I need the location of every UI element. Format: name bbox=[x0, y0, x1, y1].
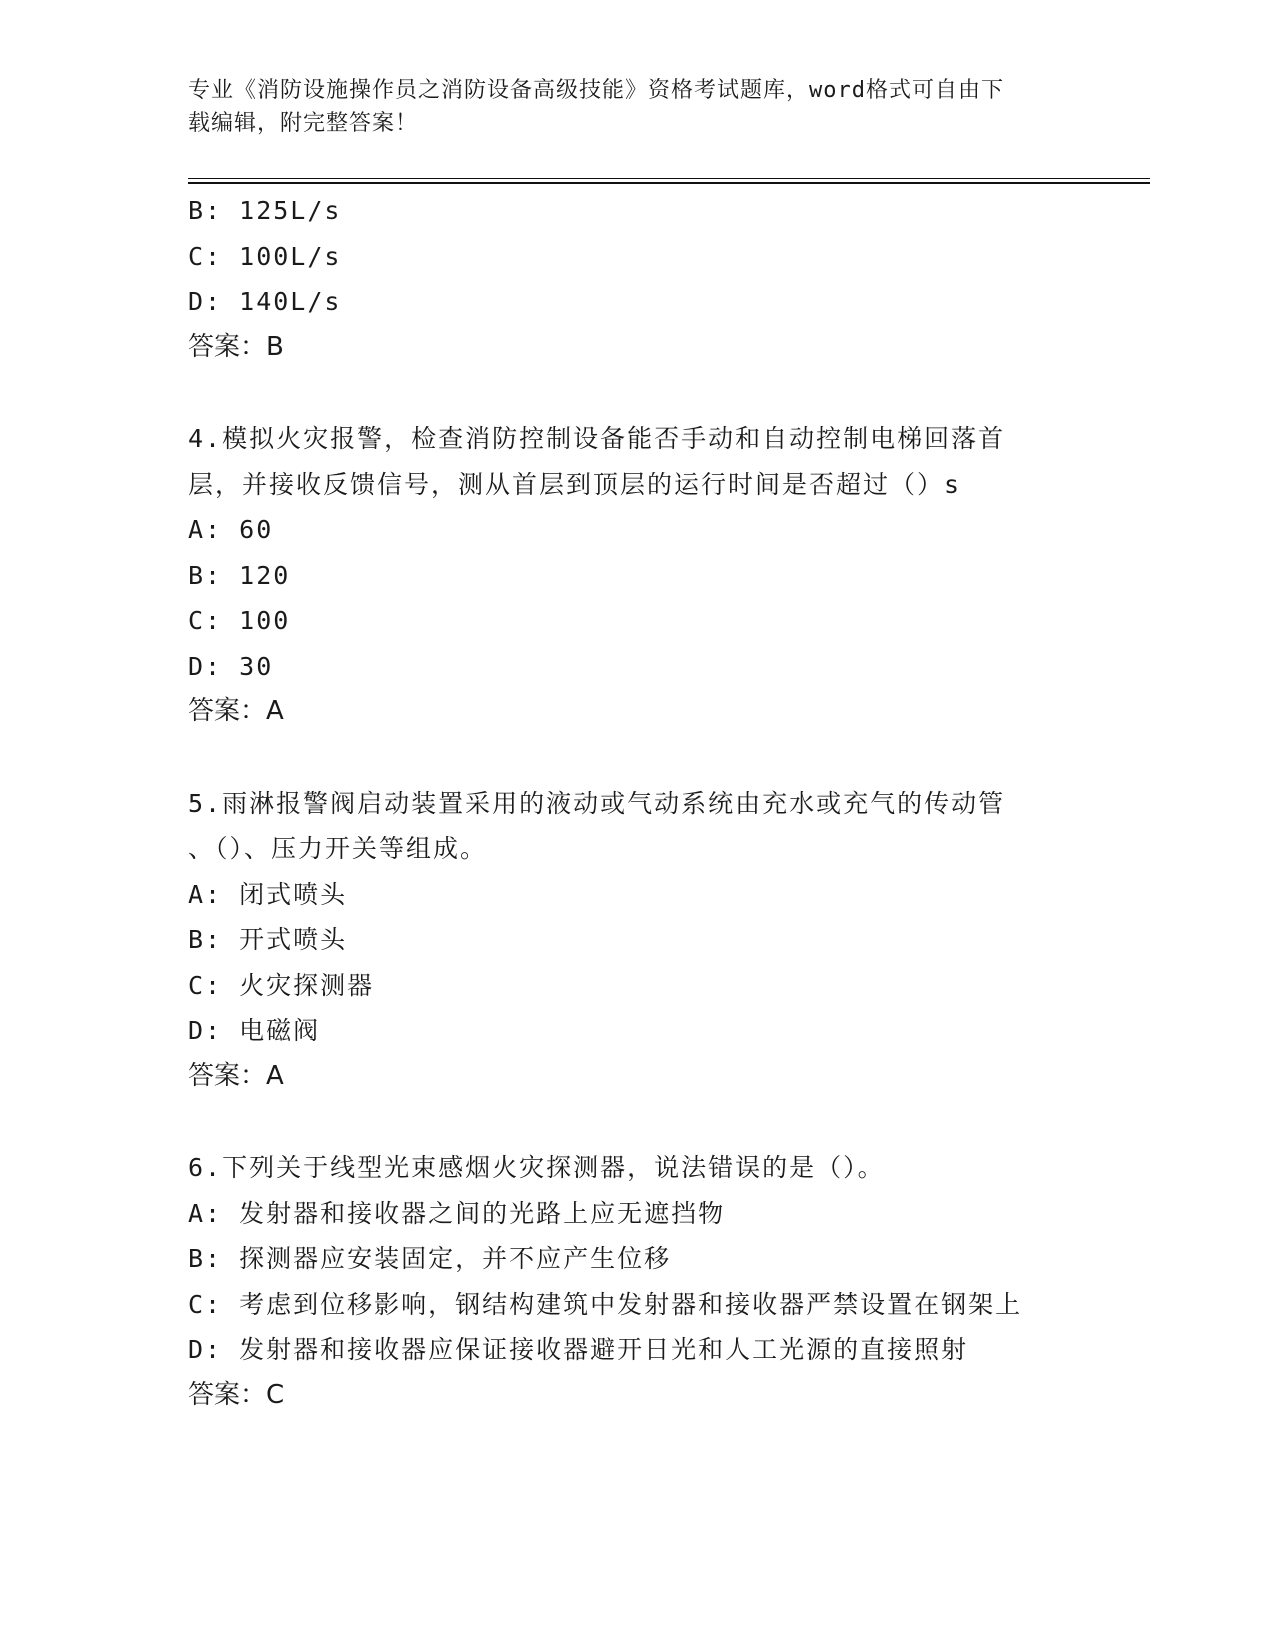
option-b: B: 开式喷头 bbox=[188, 925, 348, 954]
header-line-2: 载编辑，附完整答案！ bbox=[188, 111, 419, 136]
question-stem-line: 层，并接收反馈信号，测从首层到顶层的运行时间是否超过（）s bbox=[188, 469, 962, 499]
option-d: D: 电磁阀 bbox=[188, 1016, 321, 1045]
answer: 答案：B bbox=[188, 331, 284, 362]
question-stem-line: 5.雨淋报警阀启动装置采用的液动或气动系统由充水或充气的传动管 bbox=[188, 788, 1006, 818]
option-c: C: 火灾探测器 bbox=[188, 970, 375, 1000]
option-a: A: 闭式喷头 bbox=[188, 879, 348, 909]
option-d: D: 发射器和接收器应保证接收器避开日光和人工光源的直接照射 bbox=[188, 1335, 969, 1364]
option-a: A: 60 bbox=[188, 515, 274, 544]
header-line-1: 专业《消防设施操作员之消防设备高级技能》资格考试题库，word格式可自由下 bbox=[188, 78, 1004, 103]
option-b: B: 探测器应安装固定，并不应产生位移 bbox=[188, 1244, 672, 1273]
question-stem-line: 、（）、压力开关等组成。 bbox=[188, 834, 488, 863]
option-c: C: 100 bbox=[188, 606, 291, 635]
question-list bbox=[188, 188, 1088, 1418]
option-b: B: 125L/s bbox=[188, 196, 342, 225]
option-d: D: 30 bbox=[188, 651, 274, 681]
option-b: B: 120 bbox=[188, 560, 291, 590]
answer: 答案：A bbox=[188, 696, 284, 726]
document-header bbox=[188, 74, 1068, 140]
option-c: C: 100L/s bbox=[188, 241, 342, 271]
question-stem-line: 4.模拟火灾报警，检查消防控制设备能否手动和自动控制电梯回落首 bbox=[188, 424, 1006, 453]
question-6 bbox=[188, 1145, 1088, 1418]
partial-question bbox=[188, 188, 1088, 370]
question-stem-line: 6.下列关于线型光束感烟火灾探测器，说法错误的是（）。 bbox=[188, 1153, 885, 1182]
header-rule-thin bbox=[188, 178, 1150, 179]
question-5 bbox=[188, 781, 1088, 1100]
option-c: C: 考虑到位移影响，钢结构建筑中发射器和接收器严禁设置在钢架上 bbox=[188, 1289, 1023, 1319]
answer: 答案：A bbox=[188, 1060, 284, 1091]
question-4 bbox=[188, 416, 1088, 735]
option-d: D: 140L/s bbox=[188, 287, 342, 316]
option-a: A: 发射器和接收器之间的光路上应无遮挡物 bbox=[188, 1198, 726, 1228]
header-rule-thick bbox=[188, 182, 1150, 184]
answer: 答案：C bbox=[188, 1379, 285, 1410]
